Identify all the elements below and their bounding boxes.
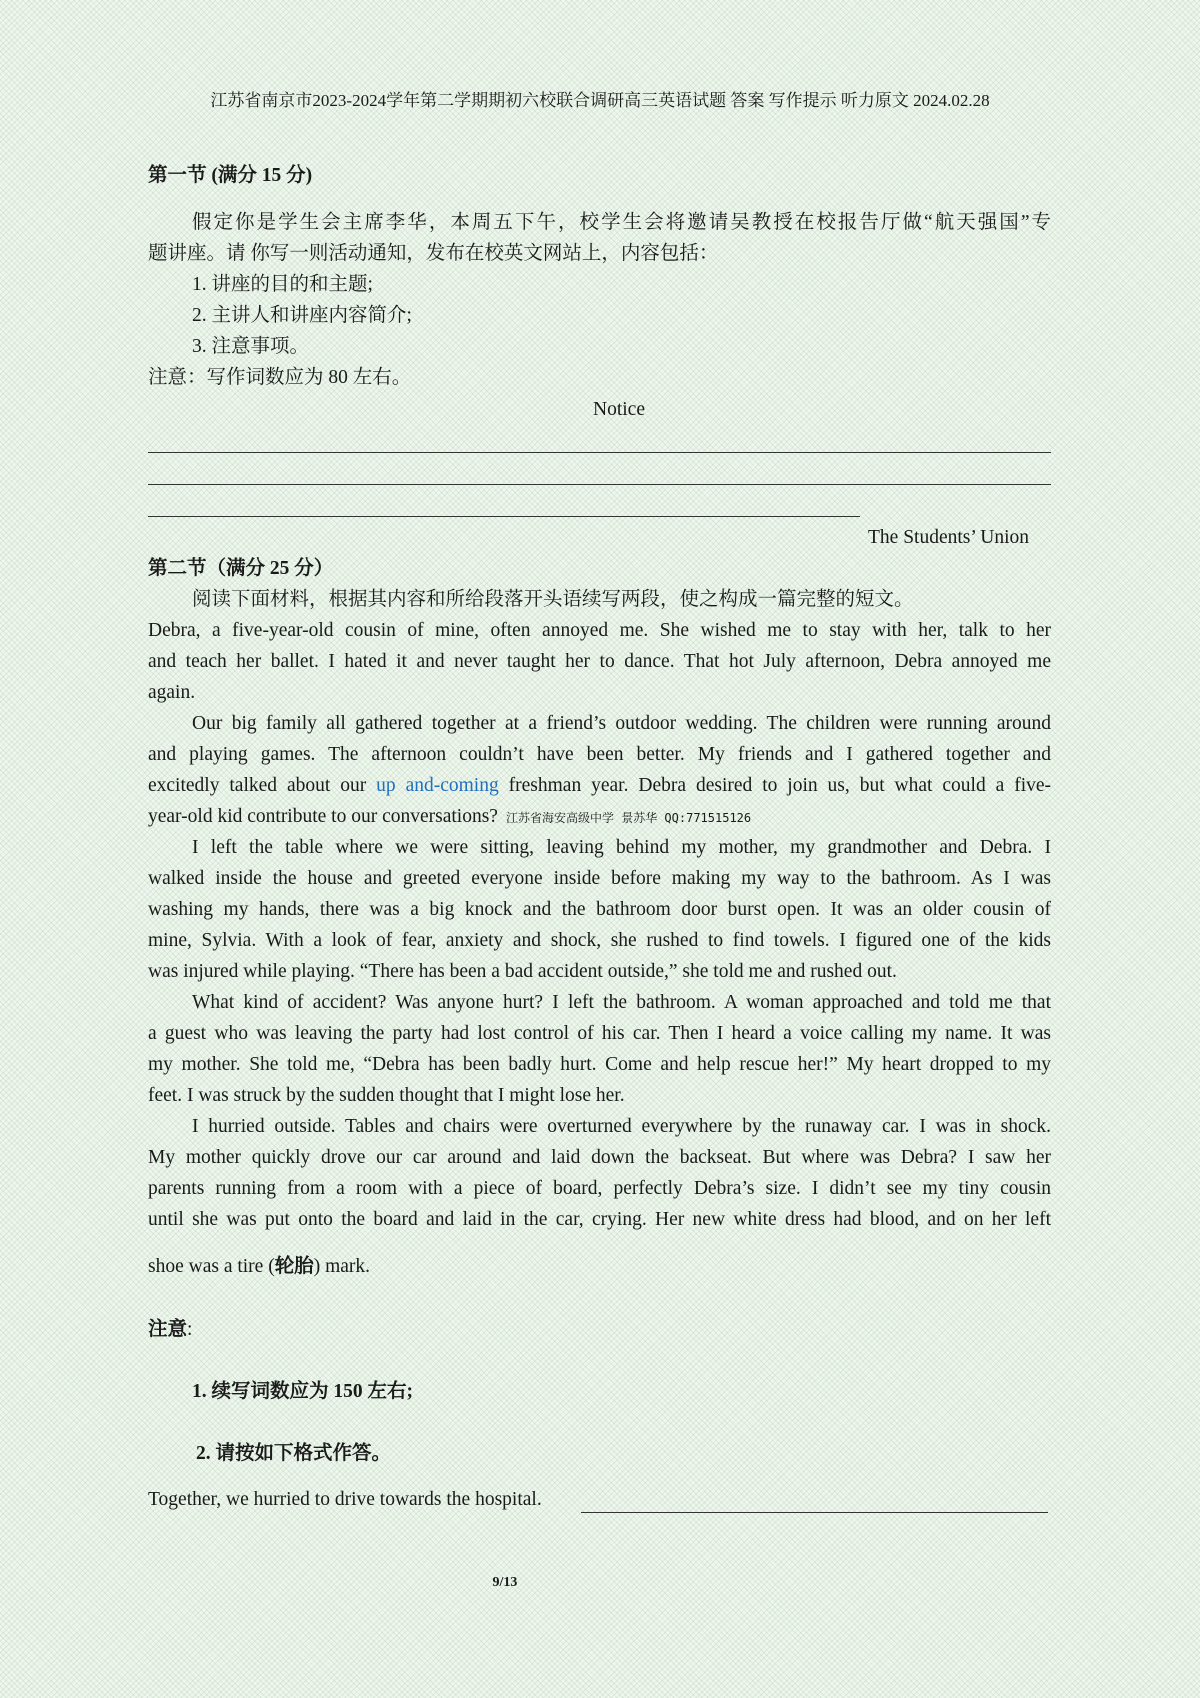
- passage-p5-line1: I hurried outside. Tables and chairs were overturned everywhere by the runaway car. I was in shock.: [192, 1116, 1051, 1137]
- watermark-text: 江苏省海安高级中学 景苏华 QQ:771515126: [505, 811, 752, 825]
- passage-p2-line4: [148, 804, 751, 831]
- continuation-answer-line: [581, 1512, 1048, 1513]
- note-2: 2. 请按如下格式作答。: [196, 1443, 392, 1464]
- section2-instruction: 阅读下面材料，根据其内容和所给段落开头语续写两段，使之构成一篇完整的短文。: [192, 589, 914, 610]
- page-number: 9/13: [492, 1575, 518, 1590]
- passage-p1-line1: Debra, a five-year-old cousin of mine, often annoyed me. She wished me to stay with her, talk to her: [148, 620, 1051, 641]
- notes-colon: :: [187, 1319, 193, 1340]
- answer-line-3: [148, 516, 860, 517]
- section1-item-2: 2. 主讲人和讲座内容简介;: [192, 305, 412, 326]
- gloss-text: 轮胎: [274, 1256, 314, 1277]
- passage-p5-line5: [148, 1254, 370, 1280]
- passage-p4-line2: a guest who was leaving the party had lost control of his car. Then I heard a voice calling my name. It was: [148, 1023, 1051, 1044]
- page-header: 江苏省南京市2023-2024学年第二学期期初六校联合调研高三英语试题 答案 写作提示 听力原文 2024.02.28: [210, 91, 990, 110]
- passage-p4-line3: my mother. She told me, “Debra has been badly hurt. Come and help rescue her!” My heart dropped to my: [148, 1054, 1051, 1075]
- passage-text: year-old kid contribute to our conversations?: [148, 806, 498, 827]
- section1-prompt-line2: 题讲座。请 你写一则活动通知，发布在校英文网站上，内容包括：: [148, 243, 719, 264]
- notes-title: [148, 1317, 192, 1343]
- answer-line-2: [148, 484, 1051, 485]
- notes-label: 注意: [148, 1319, 188, 1340]
- passage-text: freshman year. Debra desired to join us, but what could a five-: [498, 775, 1052, 796]
- highlighted-phrase: up and-coming: [376, 775, 499, 796]
- note-1: 1. 续写词数应为 150 左右;: [192, 1381, 413, 1402]
- continuation-prompt: Together, we hurried to drive towards the hospital.: [148, 1489, 542, 1510]
- passage-p2-line3: [148, 773, 1051, 799]
- section1-item-1: 1. 讲座的目的和主题;: [192, 274, 373, 295]
- passage-text: shoe was a tire (: [148, 1256, 275, 1277]
- passage-text: excitedly talked about our: [148, 775, 377, 796]
- passage-p3-line4: mine, Sylvia. With a look of fear, anxiety and shock, she rushed to find towels. I figured one of the kids: [148, 930, 1051, 951]
- passage-p5-line2: My mother quickly drove our car around and laid down the backseat. But where was Debra? I saw her: [148, 1147, 1051, 1168]
- passage-p2-line1: Our big family all gathered together at a friend’s outdoor wedding. The children were running around: [192, 713, 1051, 734]
- answer-line-1: [148, 452, 1051, 453]
- passage-p3-line2: walked inside the house and greeted everyone inside before making my way to the bathroom. As I was: [148, 868, 1051, 889]
- passage-p1-line2: and teach her ballet. I hated it and never taught her to dance. That hot July afternoon, Debra annoyed me: [148, 651, 1051, 672]
- section2-title: 第二节（满分 25 分）: [148, 558, 334, 579]
- section1-note: 注意：写作词数应为 80 左右。: [148, 367, 412, 388]
- passage-text: ) mark.: [313, 1256, 371, 1277]
- passage-p4-line1: What kind of accident? Was anyone hurt? I left the bathroom. A woman approached and told me that: [192, 992, 1051, 1013]
- section1-prompt-line1: 假定你是学生会主席李华，本周五下午，校学生会将邀请吴教授在校报告厅做“航天强国”专: [192, 212, 1051, 233]
- passage-p4-line4: feet. I was struck by the sudden thought that I might lose her.: [148, 1085, 625, 1106]
- passage-p5-line4: until she was put onto the board and laid in the car, crying. Her new white dress had blood, and on her left: [148, 1209, 1051, 1230]
- passage-p5-line3: parents running from a room with a piece of board, perfectly Debra’s size. I didn’t see my tiny cousin: [148, 1178, 1051, 1199]
- passage-p1-line3: again.: [148, 682, 196, 703]
- passage-p3-line5: was injured while playing. “There has been a bad accident outside,” she told me and rushed out.: [148, 961, 897, 982]
- signature: The Students’ Union: [868, 527, 1030, 548]
- passage-p2-line2: and playing games. The afternoon couldn’t have been better. My friends and I gathered together and: [148, 744, 1051, 765]
- notice-title: Notice: [593, 399, 645, 420]
- section1-title: 第一节 (满分 15 分): [148, 165, 313, 186]
- passage-p3-line3: washing my hands, there was a big knock and the bathroom door burst open. It was an older cousin of: [148, 899, 1051, 920]
- section1-item-3: 3. 注意事项。: [192, 336, 310, 357]
- passage-p3-line1: I left the table where we were sitting, leaving behind my mother, my grandmother and Debra. I: [192, 837, 1051, 858]
